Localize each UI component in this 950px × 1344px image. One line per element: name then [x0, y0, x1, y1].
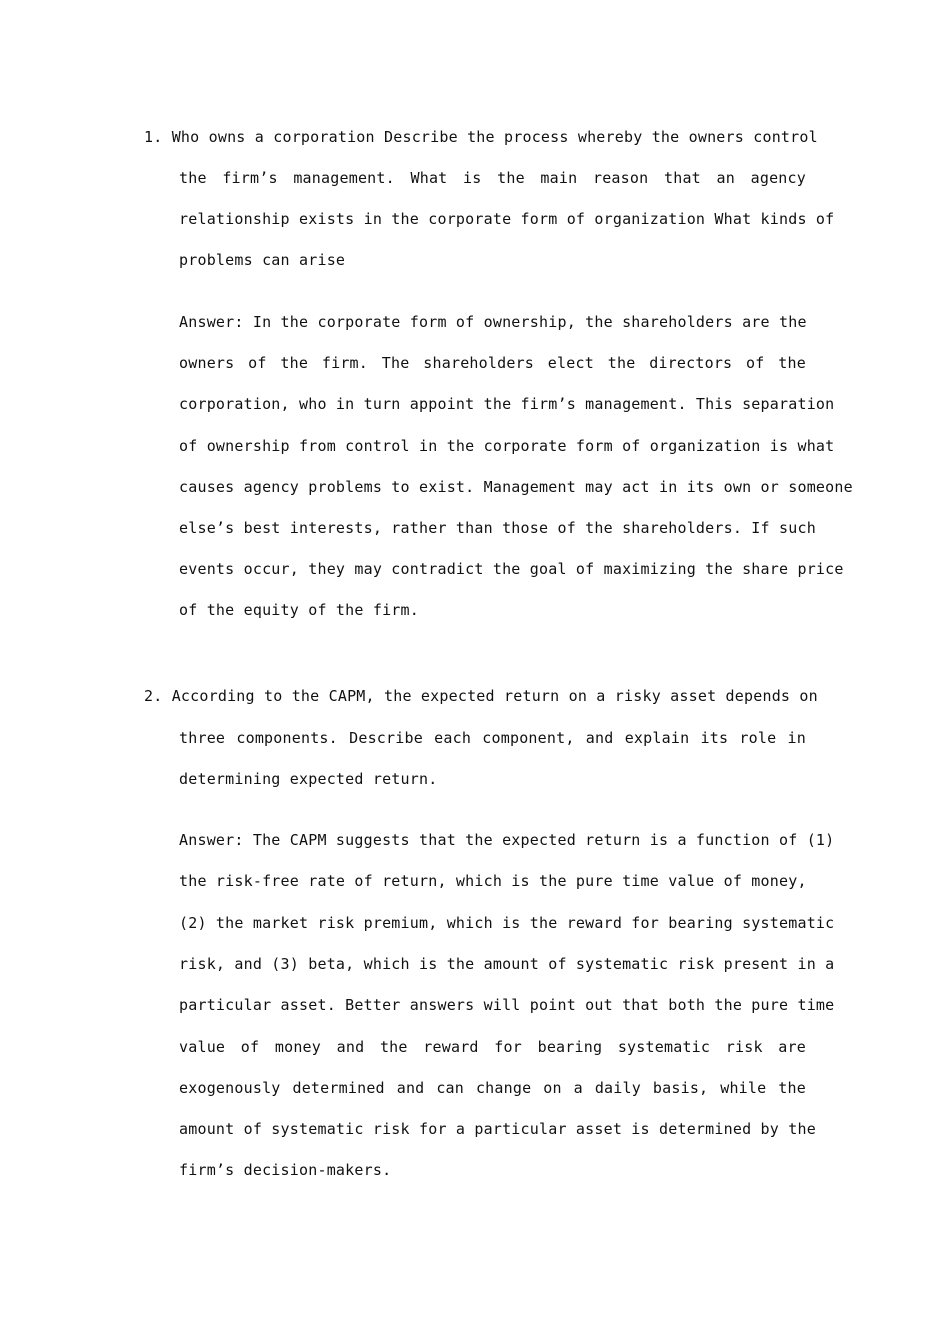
answer-2-line-2: the risk-free rate of return, which is the pure time value of money,: [179, 872, 807, 890]
answer-2-line-3: (2) the market risk premium, which is the reward for bearing systematic: [179, 914, 835, 932]
answer-2-line-9: firm’s decision-makers.: [179, 1161, 392, 1179]
answer-2-line-5: particular asset. Better answers will point out that both the pure time: [179, 996, 835, 1014]
question-2-line-3: determining expected return.: [179, 770, 438, 788]
question-2-line-2: three components. Describe each component, and explain its role in: [179, 729, 806, 747]
answer-1-line-8: of the equity of the firm.: [179, 601, 419, 619]
answer-1-line-1: Answer: In the corporate form of ownership, the shareholders are the: [179, 313, 807, 331]
question-1-line-1: 1. Who owns a corporation Describe the process whereby the owners control: [144, 128, 818, 146]
answer-2-line-8: amount of systematic risk for a particular asset is determined by the: [179, 1120, 816, 1138]
question-1-line-4: problems can arise: [179, 251, 346, 269]
answer-2-line-7: exogenously determined and can change on a daily basis, while the: [179, 1079, 806, 1097]
answer-2-line-6: value of money and the reward for bearing systematic risk are: [179, 1038, 806, 1056]
question-1-line-3: relationship exists in the corporate form of organization What kinds of: [179, 210, 835, 228]
answer-2-line-1: Answer: The CAPM suggests that the expected return is a function of (1): [179, 831, 835, 849]
question-1-line-2: the firm’s management. What is the main reason that an agency: [179, 169, 806, 187]
question-2-line-1: 2. According to the CAPM, the expected return on a risky asset depends on: [144, 687, 818, 705]
answer-1-line-7: events occur, they may contradict the goal of maximizing the share price: [179, 560, 844, 578]
answer-1-line-5: causes agency problems to exist. Management may act in its own or someone: [179, 478, 853, 496]
answer-2-line-4: risk, and (3) beta, which is the amount of systematic risk present in a: [179, 955, 835, 973]
answer-1-line-2: owners of the firm. The shareholders elect the directors of the: [179, 354, 806, 372]
answer-1-line-6: else’s best interests, rather than those of the shareholders. If such: [179, 519, 816, 537]
answer-1-line-4: of ownership from control in the corporate form of organization is what: [179, 437, 835, 455]
answer-1-line-3: corporation, who in turn appoint the firm’s management. This separation: [179, 395, 835, 413]
